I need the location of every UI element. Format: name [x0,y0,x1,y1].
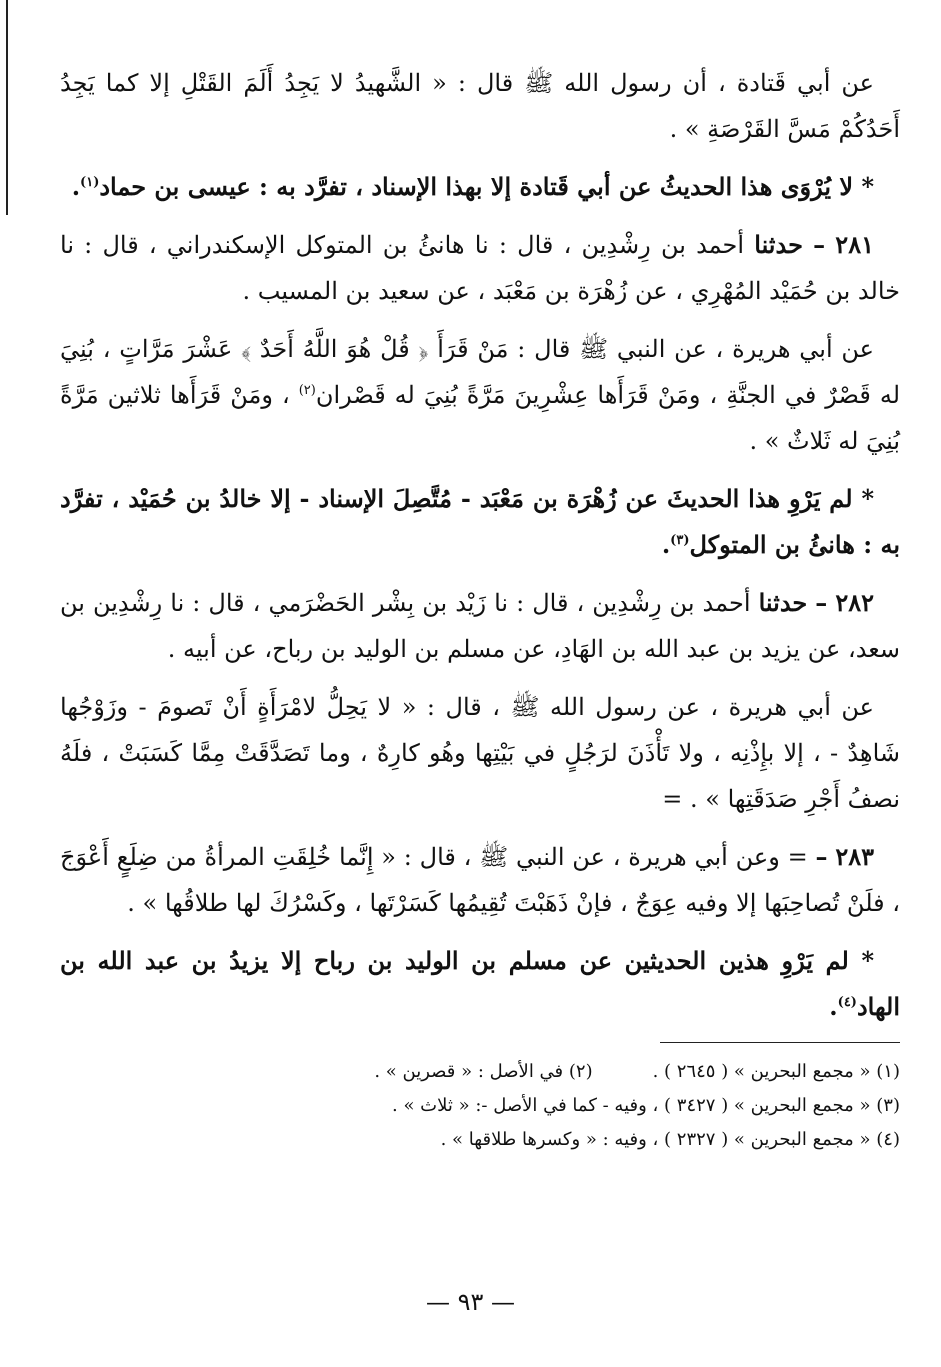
paragraph-text: = وعن أبي هريرة ، عن النبي ﷺ ، قال : « إِنَّما خُلِقَتِ المرأةُ من ضِلَعٍ أَعْوَجَ ، فلَنْ تُصاحِبَها إلا وفيه عِوَجٌ ، فإنْ ذَهَبْتَ تُقِيمُها كَسَرْتَها ، وكَسْرُكَ لها طلاقُها » . [60,843,900,917]
period: . [829,992,838,1021]
period: . [71,172,81,201]
paragraph-text: ، ومَنْ قَرَأَها ثلاثين مَرَّةً بُنِيَ له ثَلاثٌ » . [60,381,900,455]
footnote-mark: (٤) [837,995,857,1010]
footnote-row [60,1055,900,1089]
hadith-282-text [60,684,900,822]
lead-word: حدثنا [754,230,803,259]
footnote-mark: (٢) [298,383,316,398]
period: . [661,530,671,559]
hadith-number: ٢٨١ [835,230,874,259]
paragraph-text: عن أبي هريرة ، عن رسول الله ﷺ ، قال : « لا يَحِلُّ لامْرَأَةٍ أَنْ تَصومَ - وزَوْجُها شَاهِدٌ - ، إلا بإِذْنِه ، ولا تَأْذَنَ لرَجُلٍ في بَيْتِها وهُو كارِهٌ ، وما تَصَدَّقَتْ مِمَّا كَسَبَتْ ، فلَهُ نصفُ أَجْرِ صَدَقَتِها » . = [60,693,900,813]
paragraph-text: عن أبي هريرة ، عن النبي ﷺ قال : مَنْ قَرَأَ ﴿ قُلْ هُوَ اللَّهُ أَحَدٌ ﴾ عَشْرَ مَرَّاتٍ ، بُنِيَ له قَصْرٌ في الجنَّةِ ، ومَنْ قَرَأَها عِشْرِينَ مَرَّةً بُنِيَ له قَصْران [60,335,900,409]
paragraph-text: أحمد بن رِشْدِين ، قال : نا هانئُ بن المتوكل الإسكندراني ، قال : نا خالد بن حُمَيْد المُهْرِي ، عن زُهْرَة بن مَعْبَد ، عن سعيد بن المسيب . [60,231,900,305]
footnote-mark: (١) [80,175,100,190]
hadith-281-chain [60,222,900,314]
dash: – [815,842,828,871]
paragraph-text: عن أبي قَتادة ، أن رسول الله ﷺ قال : « الشَّهيدُ لا يَجِدُ أَلَمَ القَتْلِ إلا كما يَجِدُ أَحَدُكُمْ مَسَّ القَرْصَةِ » . [60,69,900,143]
paragraph-text: * لم يَرْوِ هذين الحديثين عن مسلم بن الوليد بن رباح إلا يزيدُ بن عبد الله بن الهاد [60,946,900,1021]
hadith-number: ٢٨٢ [835,588,875,617]
footnote-separator [660,1042,900,1043]
footnote-1: (١) « مجمع البحرين » ( ٢٦٤٥ ) . [652,1061,900,1082]
hadith-number: ٢٨٣ [835,842,874,871]
page-body [60,60,900,1157]
footnote-3: (٣) « مجمع البحرين » ( ٣٤٢٧ ) ، وفيه - كما في الأصل -: « ثلاث » . [392,1095,900,1116]
dash: – [815,588,828,617]
paragraph-text: * لم يَرْوِ هذا الحديثَ عن زُهْرَة بن مَعْبَد - مُتَّصِلَ الإسناد - إلا خالدُ بن حُمَيْد ، تفرَّد به : هانئُ بن المتوكل [60,484,900,559]
lead-word: حدثنا [758,588,808,617]
dash: – [813,230,826,259]
isnad-note-280 [60,164,900,210]
page-edge-line [6,0,8,215]
paragraph-text: أحمد بن رِشْدِين ، قال : نا زَيْد بن بِشْر الحَضْرَمي ، قال : نا رِشْدِين بن سعد، عن يزيد بن عبد الله بن الهَادِ، عن مسلم بن الوليد بن رباح، عن أبيه . [60,589,900,663]
footnote-4: (٤) « مجمع البحرين » ( ٢٣٢٧ ) ، وفيه : « وكسرها طلاقها » . [440,1129,900,1150]
hadith-282-chain [60,580,900,672]
footnote-mark: (٣) [670,533,690,548]
footnote-2: (٢) في الأصل : « قصرين » . [374,1061,593,1082]
hadith-281-text [60,326,900,464]
page-number: — ٩٣ — [425,1288,516,1316]
paragraph-text: * لا يُرْوَى هذا الحديثُ عن أبي قَتادة إلا بهذا الإسناد ، تفرَّد به : عيسى بن حماد [99,172,874,201]
isnad-note-283 [60,938,900,1030]
isnad-note-281 [60,476,900,568]
hadith-text-280-continued [60,60,900,152]
hadith-283-text [60,834,900,926]
